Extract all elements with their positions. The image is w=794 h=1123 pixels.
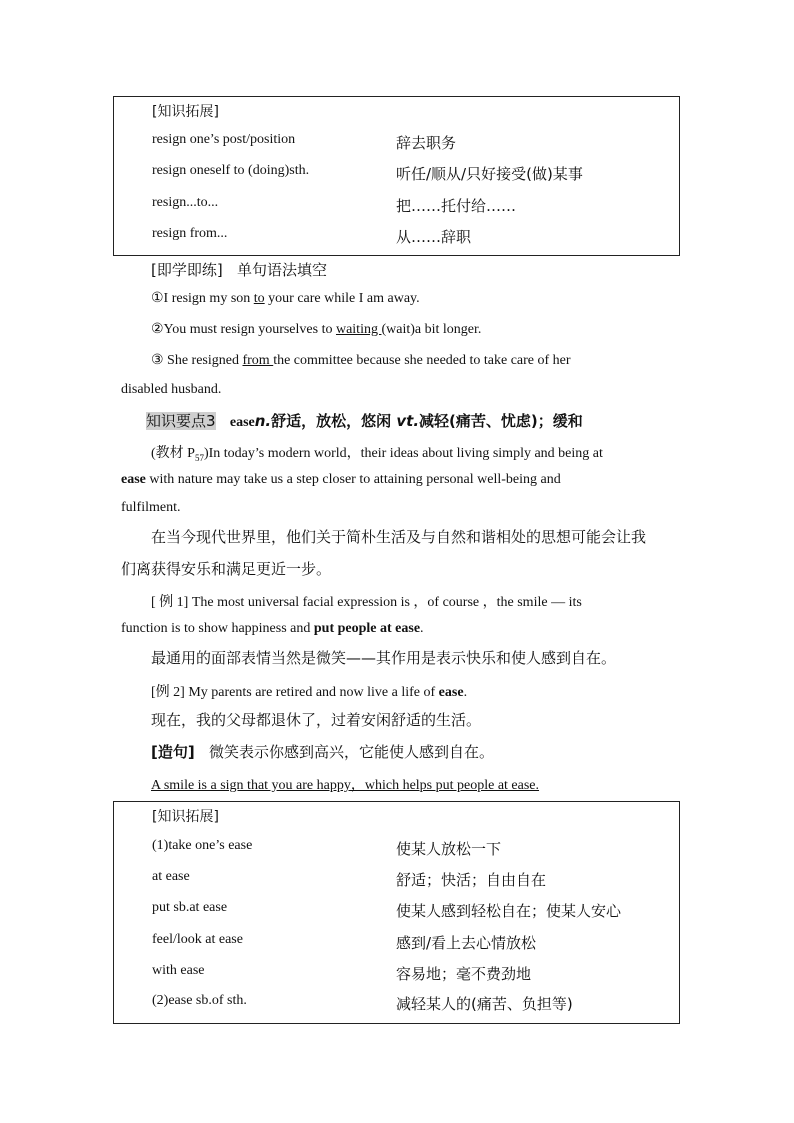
keyword: ease — [121, 472, 146, 487]
textbook-quote-line-1 — [151, 442, 603, 463]
sentence-making — [151, 741, 494, 762]
example-1-line-1: [ 例 1] The most universal facial expression is ，of course ，the smile — its — [151, 595, 582, 610]
answer-blank: from — [242, 353, 274, 368]
phrase-zh: 减轻某人的(痛苦、负担等) — [396, 995, 573, 1013]
textbook-quote-line-3: fulfilment. — [121, 500, 181, 515]
phrase-zh: 辞去职务 — [396, 134, 457, 152]
quote-text: (教材 P — [151, 446, 195, 461]
box-row — [152, 195, 679, 215]
example-2-translation: 现在，我的父母都退休了，过着安闲舒适的生活。 — [151, 711, 482, 729]
part-of-speech: n. — [254, 412, 272, 430]
knowledge-point-heading — [146, 410, 583, 431]
keyword: ease — [438, 685, 464, 700]
example-text: [例 2] My parents are retired and now live a life of — [151, 685, 439, 700]
sentence-making-answer: A smile is a sign that you are happy，which helps put people at ease. — [151, 778, 540, 793]
practice-sentence-2 — [151, 321, 481, 338]
example-text: . — [463, 685, 468, 700]
box-row — [152, 226, 679, 246]
box-row — [152, 163, 679, 183]
answer-blank: to — [253, 291, 265, 306]
quote-text: with nature may take us a step closer to attaining personal well-being and — [145, 472, 561, 487]
phrase-zh: 舒适；快活；自由自在 — [396, 871, 547, 889]
quote-text: )In today’s modern world，their ideas about living simply and being at — [203, 446, 603, 461]
phrase-en: with ease — [152, 963, 205, 978]
translation-line-1: 在当今现代世界里，他们关于简朴生活及与自然和谐相处的思想可能会让我 — [151, 528, 647, 546]
box-row — [152, 932, 679, 952]
sentence-text: your care while I am away. — [264, 291, 420, 306]
part-of-speech: vt. — [396, 412, 420, 430]
knowledge-box-resign — [113, 96, 680, 256]
example-text: function is to show happiness and — [121, 621, 314, 636]
box-row — [152, 993, 679, 1013]
example-1-line-2 — [121, 621, 424, 637]
page-number: 57 — [194, 452, 204, 463]
sentence-text: the committee because she needed to take care of her — [273, 353, 571, 368]
phrase-en: resign one’s post/position — [152, 132, 296, 147]
example-2 — [151, 681, 467, 701]
phrase-zh: 把……托付给…… — [396, 197, 517, 215]
translation-line-2: 们离获得安乐和满足更近一步。 — [121, 560, 332, 578]
phrase-en: feel/look at ease — [152, 932, 243, 947]
phrase-zh: 使某人放松一下 — [396, 840, 502, 858]
textbook-quote-line-2 — [121, 472, 561, 488]
example-text: . — [420, 621, 424, 636]
phrase-en: (1)take one’s ease — [152, 838, 253, 853]
practice-sentence-3 — [151, 352, 571, 369]
keyword: put people at ease — [313, 621, 421, 636]
practice-heading — [151, 259, 327, 280]
zaoju-label: [造句] — [151, 743, 195, 761]
sentence-text: (wait)a bit longer. — [381, 322, 482, 337]
phrase-zh: 使某人感到轻松自在；使某人安心 — [396, 902, 622, 920]
phrase-zh: 听任/顺从/只好接受(做)某事 — [396, 165, 583, 183]
sentence-text: ②You must resign yourselves to — [151, 322, 336, 337]
practice-sentence-3-cont: disabled husband. — [121, 382, 222, 397]
box-row — [152, 900, 679, 920]
box-row — [152, 963, 679, 983]
box-header: [知识拓展] — [152, 809, 219, 825]
sentence-text: ③ She resigned — [151, 353, 243, 368]
phrase-en: (2)ease sb.of sth. — [152, 993, 247, 1008]
phrase-en: put sb.at ease — [152, 900, 228, 915]
phrase-en: resign oneself to (doing)sth. — [152, 163, 310, 178]
box-row — [152, 869, 679, 889]
box-row — [152, 838, 679, 858]
phrase-zh: 感到/看上去心情放松 — [396, 934, 537, 952]
sentence-text: ①I resign my son — [151, 291, 254, 306]
definition: 舒适，放松，悠闲 — [271, 412, 397, 430]
phrase-zh: 从……辞职 — [396, 228, 472, 246]
box-row — [152, 132, 679, 152]
phrase-zh: 容易地；毫不费劲地 — [396, 965, 532, 983]
answer-blank: waiting — [335, 322, 382, 337]
phrase-en: resign...to... — [152, 195, 219, 210]
phrase-en: at ease — [152, 869, 190, 884]
point-tag: 知识要点3 — [146, 412, 216, 430]
practice-label: [即学即练] — [151, 261, 223, 279]
example-1-translation: 最通用的面部表情当然是微笑——其作用是表示快乐和使人感到自在。 — [151, 649, 617, 667]
point-word: ease — [229, 415, 255, 430]
phrase-en: resign from... — [152, 226, 228, 241]
zaoju-prompt: 微笑表示你感到高兴，它能使人感到自在。 — [209, 743, 495, 761]
box-header: [知识拓展] — [152, 104, 219, 120]
practice-sentence-1 — [151, 290, 420, 307]
knowledge-box-ease — [113, 801, 680, 1024]
definition: 减轻(痛苦、忧虑)；缓和 — [419, 412, 583, 430]
practice-title: 单句语法填空 — [237, 261, 328, 279]
